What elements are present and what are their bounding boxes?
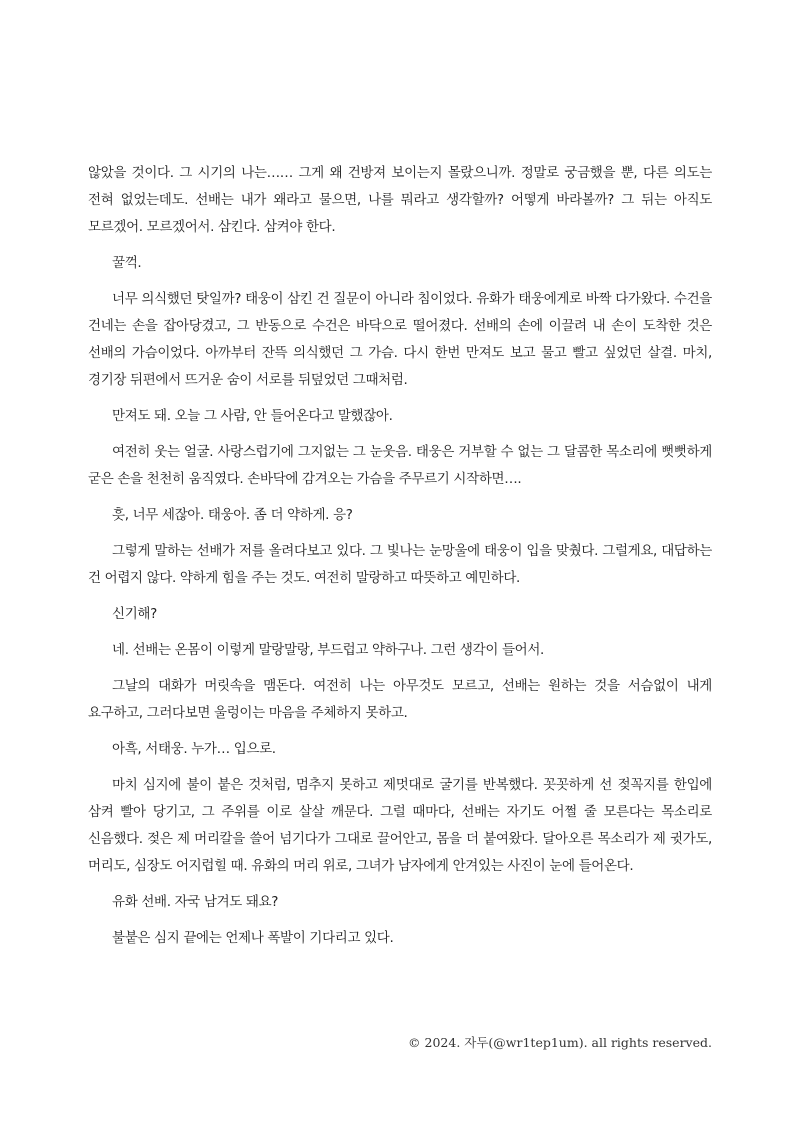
paragraph-13: 유화 선배. 자국 남겨도 돼요? — [112, 894, 279, 910]
paragraph-14: 불붙은 심지 끝에는 언제나 폭발이 기다리고 있다. — [112, 930, 394, 946]
paragraph-6: 흣, 너무 세잖아. 태웅아. 좀 더 약하게. 응? — [112, 507, 353, 523]
copyright-notice: © 2024. 자두(@wr1tep1um). all rights reserved. — [408, 1035, 712, 1050]
paragraph-2: 꿀꺽. — [112, 255, 142, 271]
paragraph-3: 너무 의식했던 탓일까? 태웅이 삼킨 건 질문이 아니라 침이었다. 유화가 태웅에게로 바짝 다가왔다. 수건을 건네는 손을 잡아당겼고, 그 반동으로 수건은 바닥으로 떨어졌다. 선배의 손에 이끌려 내 손이 도착한 것은 선배의 가슴이었다. 아까부터 잔뜩 의식했던 그 가슴. 다시 한번 만져도 보고 물고 빨고 싶었던 살결. 마치, 경기장 뒤편에서 뜨거운 숨이 서로를 뒤덮었던 그때처럼. — [88, 291, 712, 388]
paragraph-4: 만져도 돼. 오늘 그 사람, 안 들어온다고 말했잖아. — [112, 408, 393, 424]
body-text — [88, 160, 712, 961]
paragraph-1: 않았을 것이다. 그 시기의 나는…… 그게 왜 건방져 보이는지 몰랐으니까. 정말로 궁금했을 뿐, 다른 의도는 전혀 없었는데도. 선배는 내가 왜라고 물으면, 나를 뭐라고 생각할까? 어떻게 바라볼까? 그 뒤는 아직도 모르겠어. 모르겠어서. 삼킨다. 삼켜야 한다. — [88, 165, 712, 235]
paragraph-11: 아흑, 서태웅. 누가… 입으로. — [112, 741, 276, 757]
paragraph-12: 마치 심지에 불이 붙은 것처럼, 멈추지 못하고 제멋대로 굴기를 반복했다. 꼿꼿하게 선 젖꼭지를 한입에 삼켜 빨아 당기고, 그 주위를 이로 살살 깨문다. 그럴 때마다, 선배는 자기도 어쩔 줄 모른다는 목소리로 신음했다. 젖은 제 머리칼을 쓸어 넘기다가 그대로 끌어안고, 몸을 더 붙여왔다. 달아오른 목소리가 제 귓가도, 머리도, 심장도 어지럽힐 때. 유화의 머리 위로, 그녀가 남자에게 안겨있는 사진이 눈에 들어온다. — [88, 777, 712, 874]
paragraph-9: 네. 선배는 온몸이 이렇게 말랑말랑, 부드럽고 약하구나. 그런 생각이 들어서. — [112, 642, 544, 658]
paragraph-7: 그렇게 말하는 선배가 저를 올려다보고 있다. 그 빛나는 눈망울에 태웅이 입을 맞췄다. 그럴게요, 대답하는 건 어렵지 않다. 약하게 힘을 주는 것도. 여전히 말랑하고 따뜻하고 예민하다. — [88, 543, 712, 586]
paragraph-8: 신기해? — [112, 606, 157, 622]
paragraph-5: 여전히 웃는 얼굴. 사랑스럽기에 그지없는 그 눈웃음. 태웅은 거부할 수 없는 그 달콤한 목소리에 뻣뻣하게 굳은 손을 천천히 움직였다. 손바닥에 감겨오는 가슴을 주무르기 시작하면…. — [88, 444, 712, 487]
paragraph-10: 그날의 대화가 머릿속을 맴돈다. 여전히 나는 아무것도 모르고, 선배는 원하는 것을 서슴없이 내게 요구하고, 그러다보면 울렁이는 마음을 주체하지 못하고. — [88, 678, 712, 721]
